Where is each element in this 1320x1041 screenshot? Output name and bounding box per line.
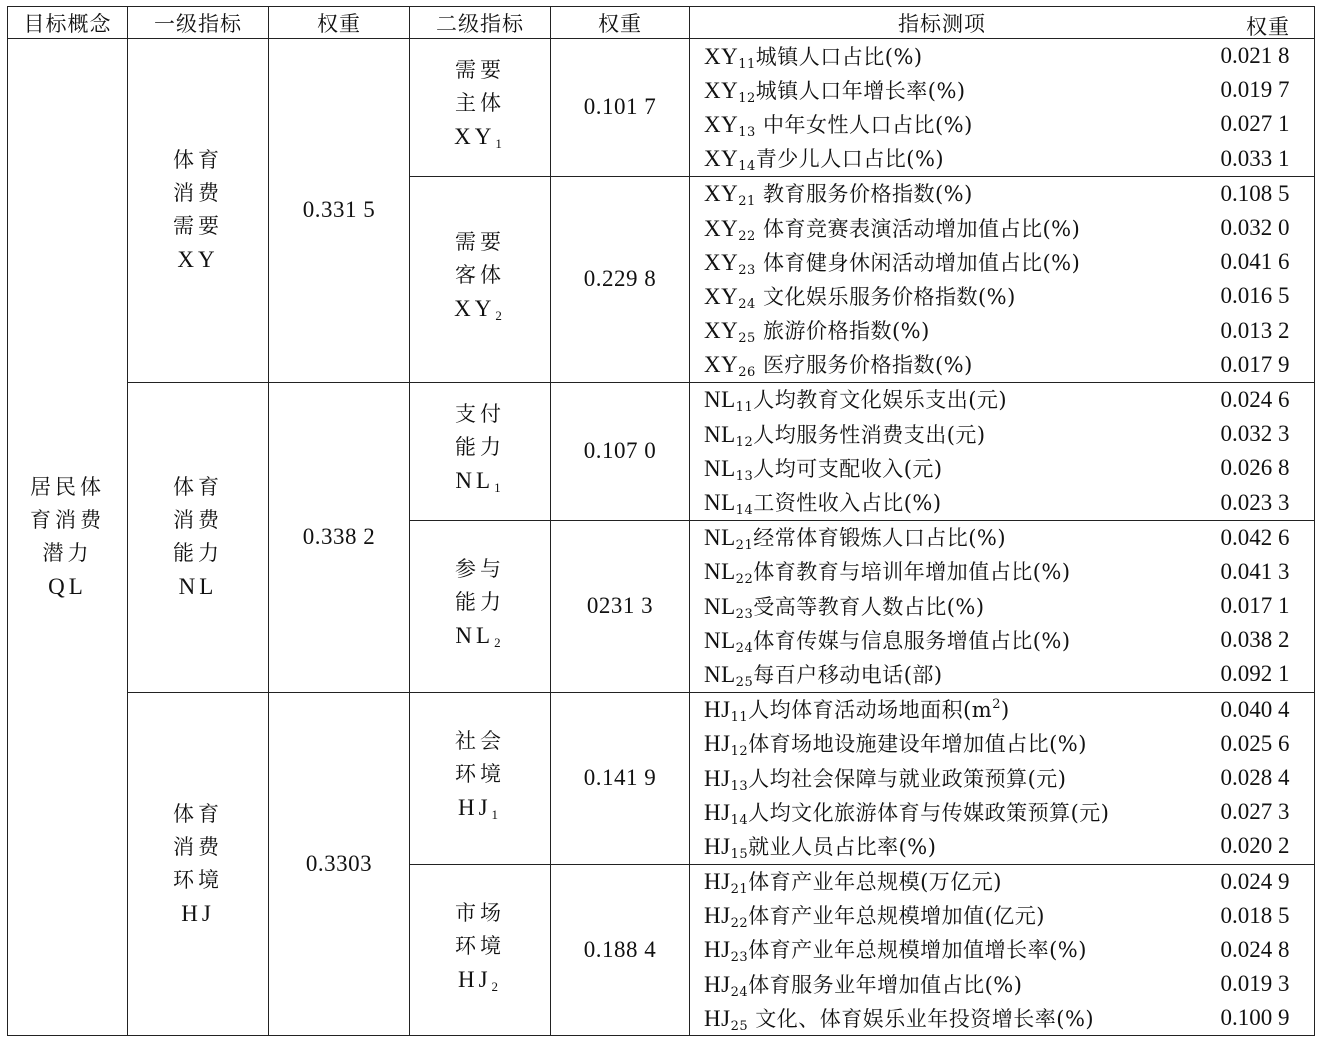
- level1-cell-nl: [128, 382, 269, 692]
- item-label: [690, 934, 1087, 965]
- level1-cell-xy: [128, 39, 269, 383]
- item-text: 体育教育与培训年增加值占比(%): [753, 560, 1071, 585]
- table-row: [8, 382, 1315, 520]
- item-code-sub: 15: [730, 846, 749, 862]
- item-code: XY: [704, 77, 739, 103]
- level2-weight: 0.101 7: [551, 39, 690, 177]
- item-weight: 0.024 9: [1220, 868, 1290, 894]
- items-cell: [690, 520, 1315, 692]
- item-code: HJ: [704, 731, 731, 757]
- level1-line: 需要: [173, 214, 223, 239]
- item-text: 教育服务价格指数(%): [755, 182, 973, 207]
- item-label: [690, 247, 1080, 278]
- level1-weight-xy: 0.331 5: [269, 39, 410, 383]
- level2-cell: [410, 692, 551, 864]
- item-text: 体育场地设施建设年增加值占比(%): [748, 732, 1087, 757]
- item-code: NL: [704, 455, 736, 481]
- item-row: [690, 727, 1314, 761]
- level1-code: NL: [178, 574, 218, 600]
- item-row: [690, 555, 1314, 589]
- level1-line: 消费: [173, 181, 223, 206]
- item-text: 旅游价格指数(%): [755, 319, 930, 344]
- item-code: XY: [704, 43, 739, 69]
- level2-weight: 0.229 8: [551, 176, 690, 382]
- item-label: [690, 453, 943, 484]
- item-code: HJ: [704, 937, 731, 963]
- item-label: [690, 969, 1022, 1000]
- item-label: [690, 728, 1087, 759]
- item-text: 医疗服务价格指数(%): [755, 353, 973, 378]
- item-row: [690, 245, 1314, 279]
- item-text: 人均文化旅游体育与传媒政策预算(元): [748, 800, 1110, 825]
- level2-code: $HJ_1$: [457, 795, 503, 823]
- item-label: [690, 41, 923, 72]
- item-row: [690, 177, 1314, 211]
- item-text: 青少儿人口占比(%): [755, 147, 945, 172]
- target-code: QL: [48, 574, 87, 600]
- item-label: [690, 281, 1016, 312]
- item-weight: 0.024 6: [1220, 386, 1290, 412]
- item-label: [690, 866, 1002, 897]
- level2-line: 需要: [455, 230, 505, 255]
- item-weight: 0.018 5: [1220, 902, 1290, 928]
- item-code-sub: 14: [735, 503, 754, 519]
- items-cell: [690, 39, 1315, 177]
- item-code: XY: [704, 352, 739, 378]
- header-weight2: 权重: [551, 7, 690, 39]
- item-row: [690, 451, 1314, 485]
- item-weight: 0.042 6: [1220, 524, 1290, 550]
- item-label: [690, 831, 936, 862]
- header-target: 目标概念: [8, 7, 128, 39]
- item-code-sub: 13: [735, 468, 754, 484]
- item-row: [690, 795, 1314, 829]
- item-text: 文化、体育娱乐业年投资增长率(%): [748, 1006, 1095, 1031]
- header-weight3: 权重: [1246, 15, 1290, 39]
- level2-weight: 0.107 0: [551, 382, 690, 520]
- item-label: [690, 763, 1067, 794]
- item-text: 城镇人口占比(%): [755, 44, 923, 69]
- item-text: 文化娱乐服务价格指数(%): [755, 284, 1016, 309]
- level1-line: 消费: [173, 835, 223, 859]
- item-label: [690, 315, 930, 346]
- item-label: [690, 143, 944, 174]
- item-weight: 0.033 1: [1220, 145, 1290, 171]
- table-row: [8, 692, 1315, 864]
- level2-weight: 0231 3: [551, 520, 690, 692]
- item-weight: 0.027 1: [1220, 111, 1290, 137]
- item-label: [690, 659, 943, 690]
- item-weight: 0.040 4: [1220, 696, 1290, 722]
- item-code-sub: 23: [738, 262, 756, 278]
- item-weight: 0.019 3: [1220, 971, 1290, 997]
- level2-line: 主体: [455, 91, 505, 116]
- item-text: 每百户移动电话(部): [753, 662, 943, 687]
- item-code: HJ: [704, 971, 731, 997]
- item-text: 体育传媒与信息服务增值占比(%): [753, 628, 1071, 653]
- item-text: 体育服务业年增加值占比(%): [748, 972, 1023, 997]
- item-code-sub: 13: [730, 778, 749, 794]
- item-weight: 0.017 1: [1220, 593, 1290, 619]
- item-row: [690, 865, 1314, 899]
- item-code-sub: 11: [730, 710, 749, 726]
- item-weight: 0.032 3: [1220, 421, 1290, 447]
- target-cell: [8, 39, 128, 1036]
- item-text: 体育产业年总规模增加值增长率(%): [748, 938, 1087, 963]
- item-code: HJ: [704, 799, 731, 825]
- item-weight: 0.108 5: [1220, 180, 1290, 206]
- header-row: [8, 7, 1315, 39]
- item-text: 人均可支配收入(元): [753, 456, 943, 481]
- level1-code: HJ: [181, 901, 215, 926]
- item-weight: 0.013 2: [1220, 317, 1290, 343]
- level1-cell-hj: [128, 692, 269, 1036]
- item-weight: 0.025 6: [1220, 730, 1290, 756]
- item-code: HJ: [704, 765, 731, 791]
- item-label: [690, 694, 1010, 725]
- level1-line: 体育: [173, 802, 223, 826]
- level1-code: XY: [177, 247, 219, 273]
- item-weight: 0.092 1: [1220, 661, 1290, 687]
- item-row: [690, 1001, 1314, 1035]
- level2-weight: 0.188 4: [551, 864, 690, 1036]
- level2-code: $XY_2$: [454, 296, 506, 324]
- item-row: [690, 73, 1314, 107]
- item-code-sub: 11: [735, 400, 754, 416]
- item-code-sub: 25: [735, 674, 754, 690]
- item-code-sub: 23: [735, 606, 754, 622]
- item-row: [690, 933, 1314, 967]
- item-text: 体育竞赛表演活动增加值占比(%): [755, 216, 1081, 241]
- item-weight: 0.041 6: [1220, 249, 1290, 275]
- item-text: 人均服务性消费支出(元): [753, 422, 986, 447]
- item-label: [690, 797, 1110, 828]
- item-code: NL: [704, 593, 736, 619]
- level2-line: 社会: [455, 729, 505, 754]
- item-code-sub: 24: [738, 296, 756, 312]
- item-label: [690, 591, 985, 622]
- level2-line: 支付: [455, 402, 505, 427]
- item-code: NL: [704, 490, 736, 516]
- level1-line: 能力: [173, 541, 223, 566]
- item-label: [690, 349, 973, 380]
- target-line1: 居民体: [30, 475, 105, 500]
- level2-line: 参与: [455, 557, 505, 582]
- target-line3: 潜力: [42, 541, 93, 566]
- item-code-sub: 25: [738, 331, 756, 347]
- level2-line: 环境: [455, 762, 505, 787]
- item-code: XY: [704, 283, 739, 309]
- level2-code: $XY_1$: [454, 124, 506, 152]
- item-code: XY: [704, 318, 739, 344]
- level2-line: 需要: [455, 58, 505, 83]
- items-cell: [690, 692, 1315, 864]
- item-weight: 0.100 9: [1220, 1005, 1290, 1031]
- item-label: [690, 487, 942, 518]
- item-row: [690, 485, 1314, 519]
- item-row: [690, 589, 1314, 623]
- header-level1: 一级指标: [128, 7, 269, 39]
- item-row: [690, 142, 1314, 176]
- item-row: [690, 279, 1314, 313]
- item-code: NL: [704, 627, 736, 653]
- header-level2: 二级指标: [410, 7, 551, 39]
- item-weight: 0.023 3: [1220, 489, 1290, 515]
- item-weight: 0.020 2: [1220, 833, 1290, 859]
- item-code: NL: [704, 421, 736, 447]
- item-label: [690, 625, 1071, 656]
- item-text: 经常体育锻炼人口占比(%): [753, 526, 1007, 551]
- item-code-sub: 14: [738, 159, 756, 175]
- item-label: [690, 522, 1006, 553]
- item-row: [690, 348, 1314, 382]
- item-code-sub: 21: [730, 882, 749, 898]
- item-code: XY: [704, 215, 739, 241]
- item-text: 体育产业年总规模(万亿元): [748, 870, 1002, 895]
- item-row: [690, 521, 1314, 555]
- level1-line: 环境: [173, 868, 223, 892]
- level1-weight-nl: 0.338 2: [269, 382, 410, 692]
- level2-cell: [410, 39, 551, 177]
- item-code-sub: 22: [738, 228, 756, 244]
- item-code: NL: [704, 387, 736, 413]
- item-code-sub: 25: [730, 1018, 749, 1034]
- item-row: [690, 623, 1314, 657]
- item-code-sub: 11: [738, 56, 756, 72]
- item-label: [690, 109, 973, 140]
- item-weight: 0.017 9: [1220, 351, 1290, 377]
- item-label: [690, 1003, 1094, 1034]
- item-weight: 0.021 8: [1220, 43, 1290, 69]
- level2-line: 能力: [455, 435, 505, 460]
- item-code: HJ: [704, 697, 731, 723]
- index-table: [7, 6, 1315, 1036]
- level2-line: 能力: [455, 590, 505, 615]
- item-row: [690, 899, 1314, 933]
- item-row: [690, 107, 1314, 141]
- header-items: [690, 7, 1315, 39]
- item-code: HJ: [704, 833, 731, 859]
- item-row: [690, 829, 1314, 863]
- item-row: [690, 967, 1314, 1001]
- level1-line: 消费: [173, 508, 223, 533]
- item-code: XY: [704, 181, 739, 207]
- level2-cell: [410, 382, 551, 520]
- header-items-label: 指标测项: [898, 11, 986, 36]
- table-row: [8, 39, 1315, 177]
- item-code-sub: 26: [738, 365, 756, 381]
- header-weight1: 权重: [269, 7, 410, 39]
- item-code-sub: 14: [730, 812, 749, 828]
- level2-weight: 0.141 9: [551, 692, 690, 864]
- item-text: 就业人员占比率(%): [748, 834, 937, 859]
- item-code-sub: 23: [730, 950, 749, 966]
- item-code-sub: 13: [738, 124, 756, 140]
- item-weight: 0.016 5: [1220, 283, 1290, 309]
- level2-code: $HJ_2$: [457, 966, 503, 994]
- level2-code: $NL_2$: [455, 623, 505, 651]
- item-text: 人均教育文化娱乐支出(元): [753, 388, 1008, 413]
- item-weight: 0.041 3: [1220, 558, 1290, 584]
- item-label: [690, 419, 986, 450]
- item-code: XY: [704, 249, 739, 275]
- item-weight: 0.027 3: [1220, 799, 1290, 825]
- item-row: [690, 383, 1314, 417]
- items-cell: [690, 176, 1315, 382]
- level2-line: 环境: [455, 933, 505, 958]
- item-weight: 0.024 8: [1220, 936, 1290, 962]
- item-text: 人均体育活动场地面积(m: [748, 698, 993, 723]
- item-code: XY: [704, 146, 739, 172]
- item-text-tail: ): [1001, 698, 1010, 723]
- item-weight: 0.038 2: [1220, 627, 1290, 653]
- level1-line: 体育: [173, 148, 223, 173]
- item-label: [690, 178, 973, 209]
- level2-line: 市场: [455, 900, 505, 925]
- items-cell: [690, 864, 1315, 1036]
- item-label: [690, 384, 1007, 415]
- item-code: NL: [704, 525, 736, 551]
- level2-cell: [410, 864, 551, 1036]
- item-row: [690, 761, 1314, 795]
- item-weight: 0.032 0: [1220, 215, 1290, 241]
- item-label: [690, 213, 1080, 244]
- item-code: XY: [704, 111, 739, 137]
- item-row: [690, 39, 1314, 73]
- item-code: NL: [704, 661, 736, 687]
- item-text: 受高等教育人数占比(%): [753, 594, 985, 619]
- item-code-sub: 24: [730, 984, 749, 1000]
- item-code-sub: 24: [735, 640, 754, 656]
- target-line2: 育消费: [30, 508, 105, 533]
- level1-line: 体育: [173, 475, 223, 500]
- item-label: [690, 556, 1071, 587]
- item-text: 体育产业年总规模增加值(亿元): [748, 904, 1045, 929]
- item-code-sub: 12: [738, 90, 756, 106]
- item-unit-sup: 2: [992, 697, 1001, 713]
- item-row: [690, 693, 1314, 727]
- level2-line: 客体: [455, 263, 505, 288]
- item-weight: 0.026 8: [1220, 455, 1290, 481]
- item-row: [690, 211, 1314, 245]
- item-text: 工资性收入占比(%): [753, 491, 942, 516]
- level2-cell: [410, 520, 551, 692]
- item-row: [690, 417, 1314, 451]
- item-weight: 0.019 7: [1220, 77, 1290, 103]
- item-code-sub: 22: [735, 572, 754, 588]
- item-text: 人均社会保障与就业政策预算(元): [748, 766, 1067, 791]
- item-label: [690, 75, 966, 106]
- item-code: HJ: [704, 903, 731, 929]
- item-code: HJ: [704, 869, 731, 895]
- item-code-sub: 22: [730, 916, 749, 932]
- item-row: [690, 314, 1314, 348]
- item-label: [690, 900, 1045, 931]
- item-text: 城镇人口年增长率(%): [755, 78, 966, 103]
- item-code-sub: 12: [730, 744, 749, 760]
- level2-code: $NL_1$: [455, 468, 505, 496]
- item-row: [690, 657, 1314, 691]
- item-code-sub: 21: [738, 194, 756, 210]
- level2-cell: [410, 176, 551, 382]
- item-code-sub: 12: [735, 434, 754, 450]
- item-text: 体育健身休闲活动增加值占比(%): [755, 250, 1081, 275]
- item-code: HJ: [704, 1005, 731, 1031]
- item-weight: 0.028 4: [1220, 765, 1290, 791]
- item-code: NL: [704, 559, 736, 585]
- items-cell: [690, 382, 1315, 520]
- item-text: 中年女性人口占比(%): [755, 112, 973, 137]
- level1-weight-hj: 0.3303: [269, 692, 410, 1036]
- item-code-sub: 21: [735, 538, 754, 554]
